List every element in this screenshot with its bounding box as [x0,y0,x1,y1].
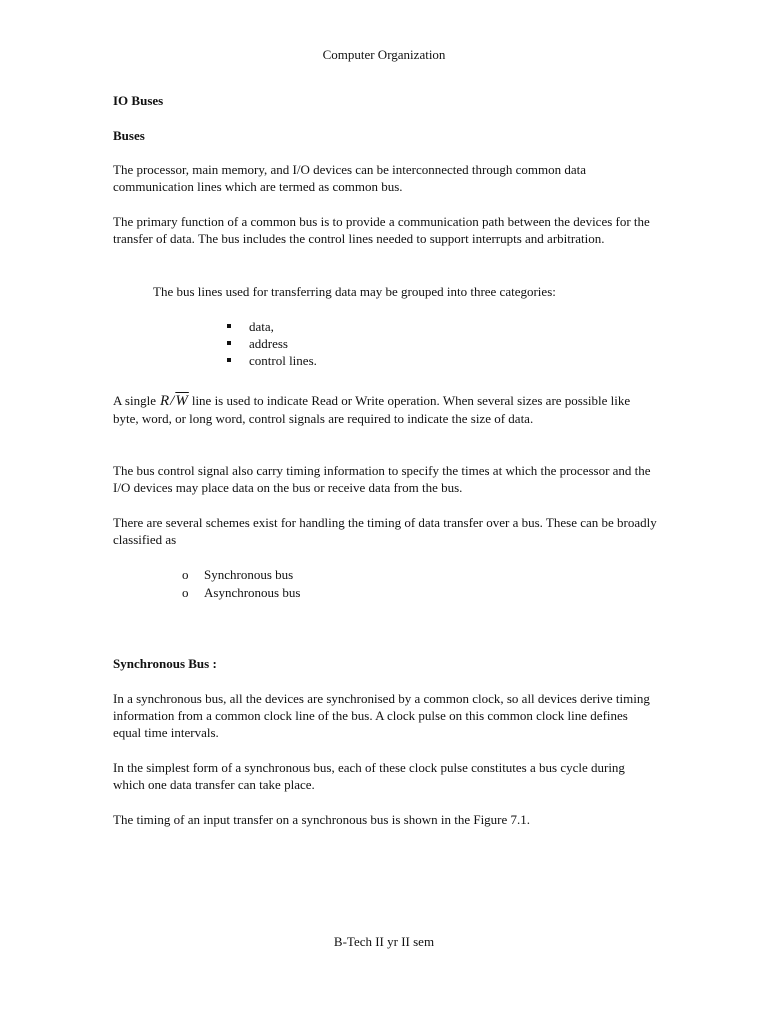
circle-bullet-icon: o [182,567,189,582]
paragraph-bus-lines: The bus lines used for transferring data may be grouped into three categories: [153,284,556,299]
rw-symbol: $R/\overline{W}$ [159,393,189,409]
paragraph-figure-reference: The timing of an input transfer on a synchronous bus is shown in the Figure 7.1. [113,812,531,827]
paragraph-rw-line: A single $R/\overline{W}$ line is used to indicate Read or Write operation. When several sizes are possible like byte, word, or long word, control signals are required to indicate the size of data. [113,393,631,426]
categories-list [227,318,317,369]
paragraph-bus-cycle: In the simplest form of a synchronous bus, each of these clock pulse constitutes a bus cycle during which one data transfer can take place. [113,760,625,792]
list-item: o Synchronous bus [182,567,294,582]
square-bullet-icon [227,341,231,345]
heading-buses: Buses [113,128,145,143]
list-item: o Asynchronous bus [182,585,301,600]
heading-synchronous-bus: Synchronous Bus : [113,656,217,671]
paragraph-common-bus: The processor, main memory, and I/O devices can be interconnected through common data communication lines which are termed as common bus. [113,162,586,194]
paragraph-synchronous-clock: In a synchronous bus, all the devices are synchronised by a common clock, so all devices derive timing information from a common clock line of the bus. A clock pulse on this common clock line defines equal time intervals. [113,691,650,740]
list-item: data, [227,318,317,335]
list-item: control lines. [227,352,317,369]
circle-bullet-icon: o [182,585,189,600]
paragraph-timing-info: The bus control signal also carry timing information to specify the times at which the processor and the I/O devices may place data on the bus or receive data from the bus. [113,463,651,495]
square-bullet-icon [227,358,231,362]
paragraph-schemes: There are several schemes exist for handling the timing of data transfer over a bus. These can be broadly classified as [113,515,657,547]
list-item: address [227,335,317,352]
page-footer: B-Tech II yr II sem [333,934,435,949]
square-bullet-icon [227,324,231,328]
heading-io-buses: IO Buses [113,93,164,108]
paragraph-bus-function: The primary function of a common bus is to provide a communication path between the devices for the transfer of data. The bus includes the control lines needed to support interrupts and arbitration. [113,214,650,246]
schemes-list [182,566,300,602]
page-header: Computer Organization [322,47,446,62]
